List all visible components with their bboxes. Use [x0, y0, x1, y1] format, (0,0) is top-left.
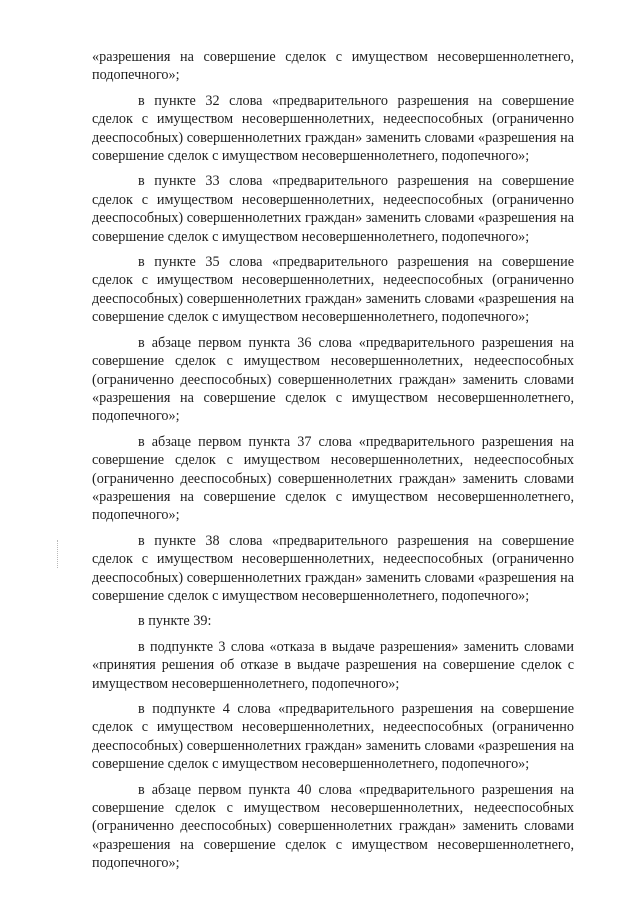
paragraph-item-35: в пункте 35 слова «предварительного разрешения на совершение сделок с имуществом несовершеннолетних, недееспособных (ограниченно дееспособных) совершеннолетних граждан» заменить словами «разрешения на совершение сделок с имуществом несовершеннолетнего, подопечного»; [92, 254, 574, 326]
paragraph-item-39: в пункте 39: [138, 613, 212, 630]
paragraph-subitem-4: в подпункте 4 слова «предварительного разрешения на совершение сделок с имуществом несовершеннолетних, недееспособных (ограниченно дееспособных) совершеннолетних граждан» заменить словами «разрешения на совершение сделок с имуществом несовершеннолетнего, подопечного»; [92, 701, 574, 773]
document-body [92, 48, 574, 880]
paragraph-item-40: в абзаце первом пункта 40 слова «предварительного разрешения на совершение сделок с имуществом несовершеннолетних, недееспособных (ограниченно дееспособных) совершеннолетних граждан» заменить словами «разрешения на совершение сделок с имуществом несовершеннолетнего, подопечного»; [92, 781, 574, 872]
paragraph-item-37: в абзаце первом пункта 37 слова «предварительного разрешения на совершение сделок с имуществом несовершеннолетних, недееспособных (ограниченно дееспособных) совершеннолетних граждан» заменить словами «разрешения на совершение сделок с имуществом несовершеннолетнего, подопечного»; [92, 433, 574, 524]
paragraph-continuation: «разрешения на совершение сделок с имуществом несовершеннолетнего, подопечного»; [92, 49, 574, 84]
paragraph-item-32: в пункте 32 слова «предварительного разрешения на совершение сделок с имуществом несовершеннолетних, недееспособных (ограниченно дееспособных) совершеннолетних граждан» заменить словами «разрешения на совершение сделок с имуществом несовершеннолетнего, подопечного»; [92, 92, 574, 165]
paragraph-item-36: в абзаце первом пункта 36 слова «предварительного разрешения на совершение сделок с имуществом несовершеннолетних, недееспособных (ограниченно дееспособных) совершеннолетних граждан» заменить словами «разрешения на совершение сделок с имуществом несовершеннолетнего, подопечного»; [92, 334, 574, 425]
margin-scan-mark [57, 540, 59, 568]
paragraph-item-33: в пункте 33 слова «предварительного разрешения на совершение сделок с имуществом несовершеннолетних, недееспособных (ограниченно дееспособных) совершеннолетних граждан» заменить словами «разрешения на совершение сделок с имуществом несовершеннолетнего, подопечного»; [92, 173, 574, 245]
paragraph-item-38: в пункте 38 слова «предварительного разрешения на совершение сделок с имуществом несовершеннолетних, недееспособных (ограниченно дееспособных) совершеннолетних граждан» заменить словами «разрешения на совершение сделок с имуществом несовершеннолетнего, подопечного»; [92, 532, 574, 604]
paragraph-subitem-3: в подпункте 3 слова «отказа в выдаче разрешения» заменить словами «принятия решения об отказе в выдаче разрешения на совершение сделок с имуществом несовершеннолетнего, подопечного»; [92, 638, 574, 692]
